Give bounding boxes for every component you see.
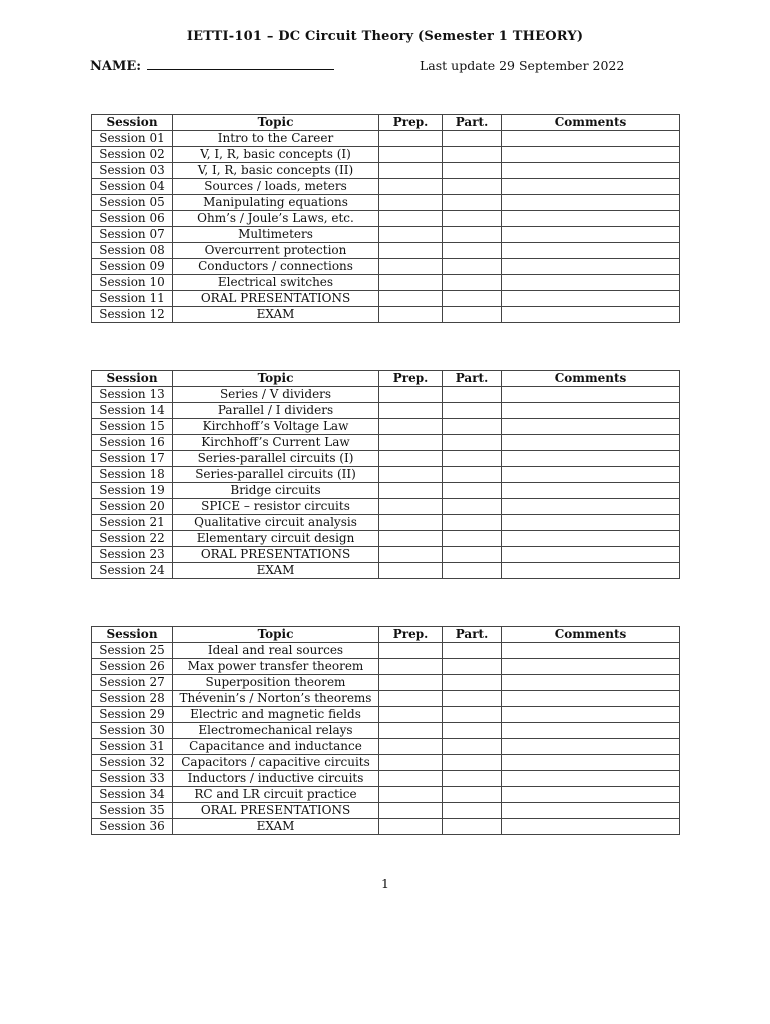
session-cell: Session 36 [92,819,173,835]
part-cell [443,787,502,803]
comments-cell [502,739,680,755]
table-row [92,435,680,451]
table-row [92,467,680,483]
topic-cell: EXAM [173,563,379,579]
prep-cell [379,387,443,403]
part-cell [443,451,502,467]
table-row [92,387,680,403]
comments-cell [502,515,680,531]
session-cell: Session 17 [92,451,173,467]
prep-cell [379,659,443,675]
comments-cell [502,211,680,227]
table-row [92,659,680,675]
prep-cell [379,643,443,659]
part-cell [443,243,502,259]
session-cell: Session 14 [92,403,173,419]
topic-cell: RC and LR circuit practice [173,787,379,803]
session-cell: Session 04 [92,179,173,195]
header-topic: Topic [173,371,379,387]
table-row [92,707,680,723]
prep-cell [379,739,443,755]
page-title: IETTI-101 – DC Circuit Theory (Semester 1 THEORY) [186,29,584,44]
header-comments: Comments [502,371,680,387]
name-label: NAME: [90,59,142,74]
topic-cell: Multimeters [173,227,379,243]
table-row [92,819,680,835]
topic-cell: Overcurrent protection [173,243,379,259]
comments-cell [502,419,680,435]
topic-cell: Series / V dividers [173,387,379,403]
session-cell: Session 13 [92,387,173,403]
session-cell: Session 15 [92,419,173,435]
part-cell [443,803,502,819]
session-cell: Session 08 [92,243,173,259]
prep-cell [379,195,443,211]
table-row [92,307,680,323]
table-row [92,563,680,579]
part-cell [443,707,502,723]
part-cell [443,819,502,835]
prep-cell [379,243,443,259]
topic-cell: Max power transfer theorem [173,659,379,675]
header-prep: Prep. [379,115,443,131]
part-cell [443,227,502,243]
comments-cell [502,163,680,179]
header-session: Session [92,371,173,387]
topic-cell: Capacitance and inductance [173,739,379,755]
part-cell [443,403,502,419]
table-row [92,515,680,531]
session-cell: Session 29 [92,707,173,723]
header-session: Session [92,115,173,131]
prep-cell [379,467,443,483]
table-row [92,163,680,179]
topic-cell: SPICE – resistor circuits [173,499,379,515]
comments-cell [502,531,680,547]
session-cell: Session 22 [92,531,173,547]
table-row [92,419,680,435]
table-row [92,771,680,787]
part-cell [443,291,502,307]
part-cell [443,259,502,275]
session-cell: Session 12 [92,307,173,323]
comments-cell [502,675,680,691]
topic-cell: Conductors / connections [173,259,379,275]
part-cell [443,307,502,323]
table-row [92,691,680,707]
prep-cell [379,675,443,691]
comments-cell [502,131,680,147]
part-cell [443,499,502,515]
comments-cell [502,819,680,835]
session-cell: Session 06 [92,211,173,227]
prep-cell [379,547,443,563]
topic-cell: ORAL PRESENTATIONS [173,291,379,307]
part-cell [443,435,502,451]
topic-cell: Kirchhoff’s Current Law [173,435,379,451]
prep-cell [379,531,443,547]
table-row [92,179,680,195]
prep-cell [379,499,443,515]
prep-cell [379,771,443,787]
comments-cell [502,803,680,819]
part-cell [443,739,502,755]
prep-cell [379,451,443,467]
session-cell: Session 26 [92,659,173,675]
prep-cell [379,787,443,803]
prep-cell [379,147,443,163]
part-cell [443,563,502,579]
comments-cell [502,787,680,803]
topic-cell: Ideal and real sources [173,643,379,659]
table-row [92,755,680,771]
prep-cell [379,275,443,291]
comments-cell [502,723,680,739]
prep-cell [379,563,443,579]
prep-cell [379,723,443,739]
table-row [92,531,680,547]
table-row [92,195,680,211]
comments-cell [502,387,680,403]
topic-cell: Kirchhoff’s Voltage Law [173,419,379,435]
session-cell: Session 34 [92,787,173,803]
session-cell: Session 16 [92,435,173,451]
session-cell: Session 23 [92,547,173,563]
prep-cell [379,211,443,227]
comments-cell [502,179,680,195]
prep-cell [379,131,443,147]
part-cell [443,387,502,403]
table-row [92,291,680,307]
name-field [90,58,334,74]
session-table-3 [91,626,680,835]
part-cell [443,419,502,435]
header-row [92,627,680,643]
topic-cell: Qualitative circuit analysis [173,515,379,531]
part-cell [443,675,502,691]
topic-cell: V, I, R, basic concepts (I) [173,147,379,163]
part-cell [443,483,502,499]
topic-cell: Inductors / inductive circuits [173,771,379,787]
session-cell: Session 33 [92,771,173,787]
comments-cell [502,275,680,291]
table-row [92,643,680,659]
part-cell [443,547,502,563]
comments-cell [502,643,680,659]
table-row [92,483,680,499]
part-cell [443,755,502,771]
comments-cell [502,435,680,451]
topic-cell: Superposition theorem [173,675,379,691]
table-row [92,211,680,227]
session-cell: Session 27 [92,675,173,691]
topic-cell: V, I, R, basic concepts (II) [173,163,379,179]
session-cell: Session 01 [92,131,173,147]
prep-cell [379,419,443,435]
header-topic: Topic [173,115,379,131]
session-cell: Session 03 [92,163,173,179]
session-table-1 [91,114,680,323]
comments-cell [502,691,680,707]
prep-cell [379,259,443,275]
topic-cell: Intro to the Career [173,131,379,147]
comments-cell [502,771,680,787]
session-cell: Session 28 [92,691,173,707]
session-cell: Session 31 [92,739,173,755]
name-blank-line [147,58,334,70]
prep-cell [379,515,443,531]
prep-cell [379,819,443,835]
topic-cell: Series-parallel circuits (I) [173,451,379,467]
topic-cell: Electric and magnetic fields [173,707,379,723]
session-table-2 [91,370,680,579]
table-row [92,147,680,163]
session-cell: Session 07 [92,227,173,243]
session-cell: Session 20 [92,499,173,515]
table-row [92,675,680,691]
part-cell [443,211,502,227]
table-row [92,499,680,515]
comments-cell [502,403,680,419]
session-cell: Session 05 [92,195,173,211]
topic-cell: Capacitors / capacitive circuits [173,755,379,771]
part-cell [443,771,502,787]
prep-cell [379,291,443,307]
part-cell [443,659,502,675]
session-cell: Session 18 [92,467,173,483]
session-cell: Session 35 [92,803,173,819]
header-part: Part. [443,371,502,387]
header-comments: Comments [502,115,680,131]
topic-cell: ORAL PRESENTATIONS [173,803,379,819]
header-row [92,115,680,131]
session-cell: Session 24 [92,563,173,579]
comments-cell [502,547,680,563]
part-cell [443,515,502,531]
part-cell [443,467,502,483]
part-cell [443,691,502,707]
header-prep: Prep. [379,371,443,387]
table-row [92,547,680,563]
session-cell: Session 32 [92,755,173,771]
session-cell: Session 25 [92,643,173,659]
comments-cell [502,243,680,259]
comments-cell [502,467,680,483]
last-update: Last update 29 September 2022 [420,58,625,73]
comments-cell [502,147,680,163]
topic-cell: Bridge circuits [173,483,379,499]
table-row [92,259,680,275]
prep-cell [379,483,443,499]
comments-cell [502,451,680,467]
topic-cell: Thévenin’s / Norton’s theorems [173,691,379,707]
comments-cell [502,659,680,675]
table-row [92,227,680,243]
topic-cell: Electrical switches [173,275,379,291]
session-cell: Session 10 [92,275,173,291]
header-topic: Topic [173,627,379,643]
topic-cell: EXAM [173,307,379,323]
session-cell: Session 09 [92,259,173,275]
comments-cell [502,707,680,723]
header-part: Part. [443,627,502,643]
table-row [92,803,680,819]
part-cell [443,163,502,179]
topic-cell: Parallel / I dividers [173,403,379,419]
header-comments: Comments [502,627,680,643]
topic-cell: Electromechanical relays [173,723,379,739]
prep-cell [379,307,443,323]
table-row [92,403,680,419]
part-cell [443,131,502,147]
session-cell: Session 30 [92,723,173,739]
comments-cell [502,227,680,243]
session-cell: Session 19 [92,483,173,499]
comments-cell [502,195,680,211]
part-cell [443,723,502,739]
header-row [92,371,680,387]
part-cell [443,147,502,163]
prep-cell [379,435,443,451]
prep-cell [379,691,443,707]
topic-cell: ORAL PRESENTATIONS [173,547,379,563]
prep-cell [379,707,443,723]
session-cell: Session 21 [92,515,173,531]
topic-cell: Elementary circuit design [173,531,379,547]
header-prep: Prep. [379,627,443,643]
comments-cell [502,259,680,275]
table-row [92,739,680,755]
comments-cell [502,563,680,579]
topic-cell: Sources / loads, meters [173,179,379,195]
session-cell: Session 11 [92,291,173,307]
table-row [92,723,680,739]
table-row [92,787,680,803]
session-cell: Session 02 [92,147,173,163]
part-cell [443,179,502,195]
prep-cell [379,227,443,243]
prep-cell [379,163,443,179]
comments-cell [502,755,680,771]
part-cell [443,275,502,291]
prep-cell [379,755,443,771]
page-number: 1 [381,876,389,891]
table-row [92,131,680,147]
topic-cell: Manipulating equations [173,195,379,211]
prep-cell [379,179,443,195]
header-session: Session [92,627,173,643]
table-row [92,451,680,467]
topic-cell: EXAM [173,819,379,835]
comments-cell [502,499,680,515]
part-cell [443,643,502,659]
prep-cell [379,403,443,419]
comments-cell [502,291,680,307]
topic-cell: Ohm’s / Joule’s Laws, etc. [173,211,379,227]
table-row [92,243,680,259]
part-cell [443,195,502,211]
comments-cell [502,307,680,323]
prep-cell [379,803,443,819]
comments-cell [502,483,680,499]
part-cell [443,531,502,547]
topic-cell: Series-parallel circuits (II) [173,467,379,483]
table-row [92,275,680,291]
header-part: Part. [443,115,502,131]
